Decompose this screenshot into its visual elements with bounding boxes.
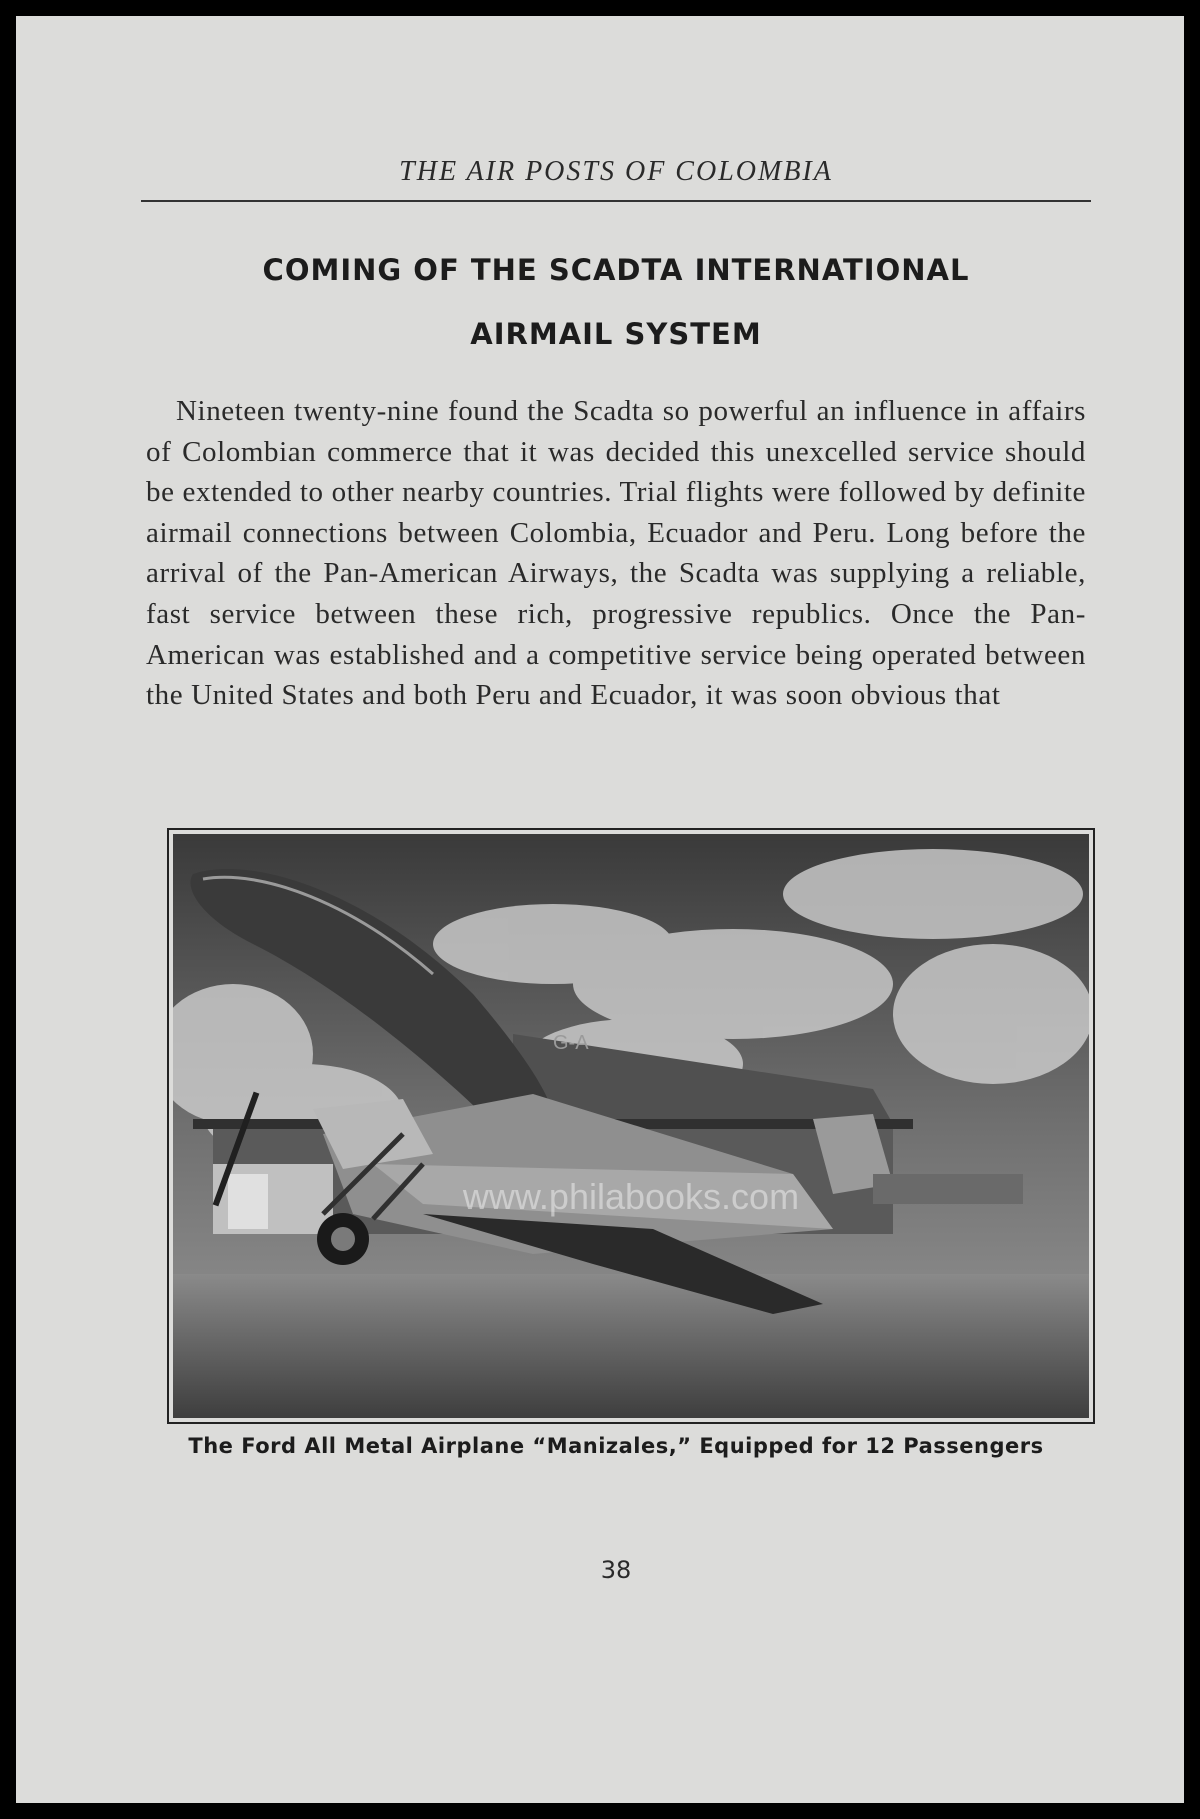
page-number: 38 [600,1556,632,1584]
chapter-title-line-2: AIRMAIL SYSTEM [470,317,762,351]
running-header: THE AIR POSTS OF COLOMBIA [399,156,833,187]
airplane-photo [173,834,1089,1418]
photo-caption: The Ford All Metal Airplane “Manizales,” Equipped for 12 Passengers [188,1434,1044,1458]
chapter-title-line-1: COMING OF THE SCADTA INTERNATIONAL [262,253,970,287]
book-page [16,16,1184,1803]
header-rule [141,200,1091,202]
airfield-ground [173,1274,1089,1418]
watermark: www.philabooks.com [462,1176,800,1217]
chapter-title [141,238,1091,366]
photo-frame [167,828,1095,1424]
body-paragraph: Nineteen twenty-nine found the Scadta so powerful an influence in affairs of Colombian commerce that it was decided this unexcelled service should be extended to other nearby countries. Trial flights were followed by definite airmail connections between Colombia, Ecuador and Peru. Long before the arrival of the Pan-American Airways, the Scadta was supplying a reliable, fast service between these rich, progressive republics. Once the Pan-American was established and a competitive service being operated between the United States and both Peru and Ecuador, it was soon obvious that [146,395,1086,712]
fuselage-lettering: G-A [553,1032,589,1054]
